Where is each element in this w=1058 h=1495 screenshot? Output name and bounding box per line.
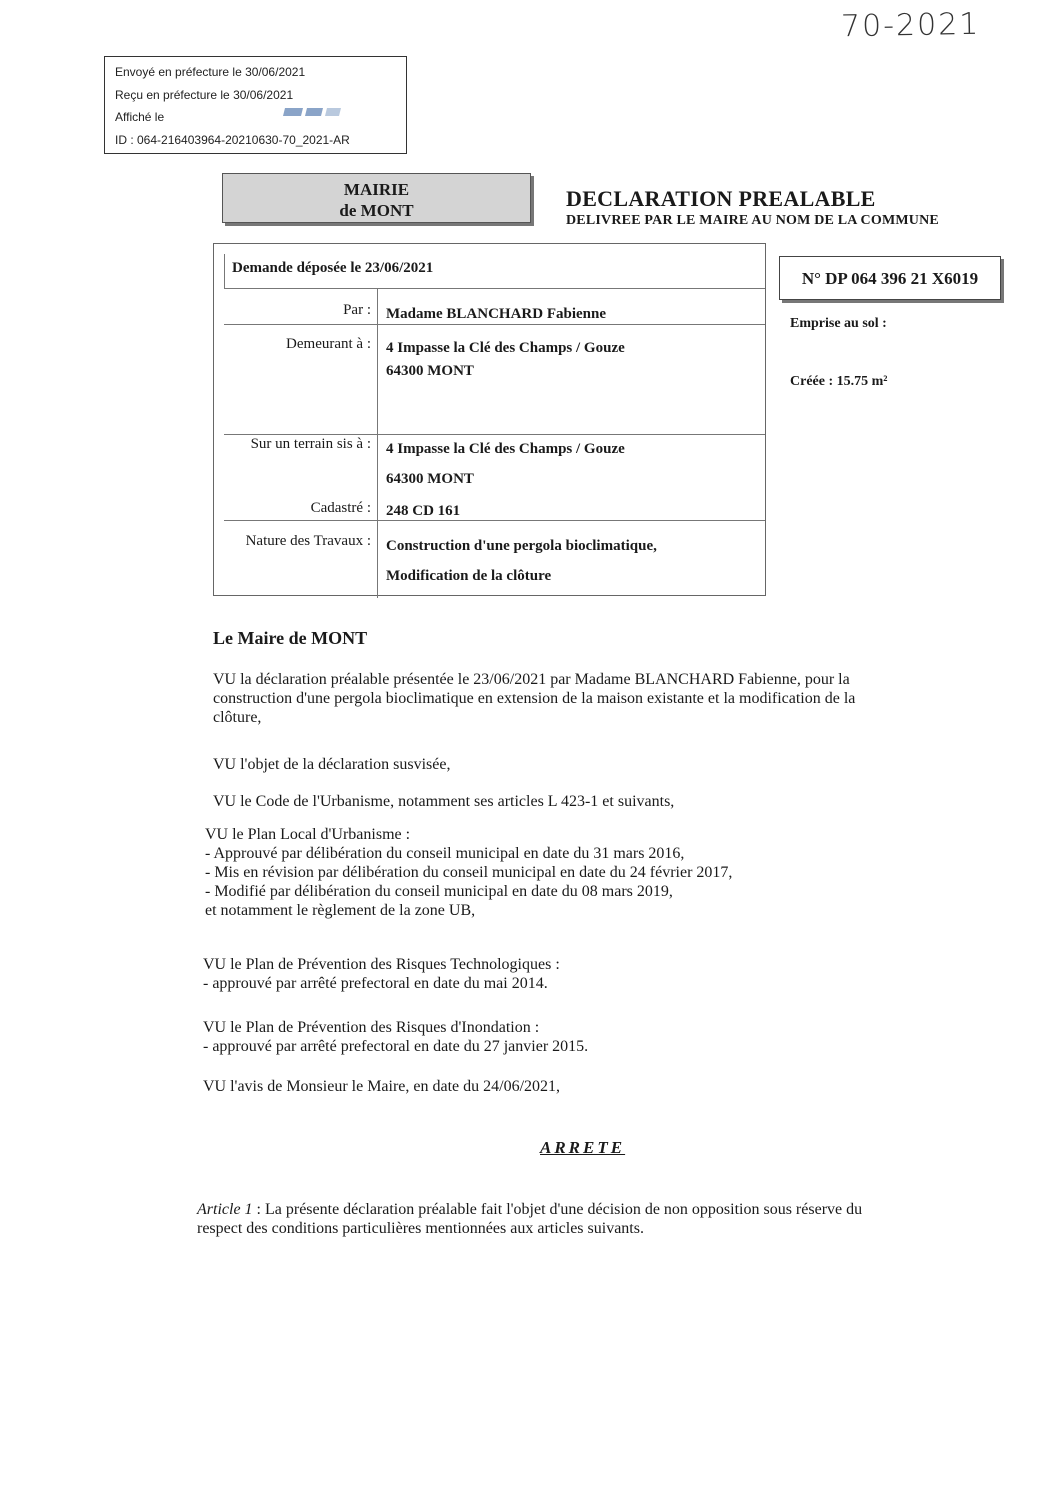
mairie-box bbox=[222, 173, 531, 223]
dossier-number: N° DP 064 396 21 X6019 bbox=[779, 256, 1001, 300]
arrete-heading: ARRETE bbox=[540, 1138, 626, 1157]
demande-date: Demande déposée le 23/06/2021 bbox=[232, 260, 434, 276]
stamp-sent: Envoyé en préfecture le 30/06/2021 bbox=[115, 65, 306, 79]
cadastre-label: Cadastré : bbox=[310, 500, 371, 516]
document-title: DECLARATION PREALABLE bbox=[566, 186, 876, 211]
stamp-posted: Affiché le bbox=[115, 110, 165, 124]
handwritten-reference: 70-2021 bbox=[840, 6, 981, 45]
demeurant-city: 64300 MONT bbox=[386, 363, 474, 379]
terrain-label: Sur un terrain sis à : bbox=[250, 436, 371, 452]
stamp-id: ID : 064-216403964-20210630-70_2021-AR bbox=[115, 133, 350, 147]
stamp-received: Reçu en préfecture le 30/06/2021 bbox=[115, 88, 294, 102]
vu-pprt: VU le Plan de Prévention des Risques Technologiques : - approuvé par arrêté prefectoral en date du mai 2014. bbox=[203, 956, 560, 992]
vu-declaration: VU la déclaration préalable présentée le 23/06/2021 par Madame BLANCHARD Fabienne, pour la construction d'une pergola bioclimatique en extension de la maison existante et la modification de la clôture, bbox=[213, 671, 856, 726]
vu-code-urbanisme: VU le Code de l'Urbanisme, notamment ses articles L 423-1 et suivants, bbox=[213, 793, 675, 810]
demeurant-address: 4 Impasse la Clé des Champs / Gouze bbox=[386, 340, 625, 356]
document-subtitle: DELIVREE PAR LE MAIRE AU NOM DE LA COMMUNE bbox=[566, 213, 939, 228]
terrain-address: 4 Impasse la Clé des Champs / Gouze bbox=[386, 441, 625, 457]
vu-ppri: VU le Plan de Prévention des Risques d'Inondation : - approuvé par arrêté prefectoral en date du 27 janvier 2015. bbox=[203, 1019, 589, 1055]
mairie-line1: MAIRIE bbox=[343, 180, 410, 199]
vu-plu: VU le Plan Local d'Urbanisme : - Approuvé par délibération du conseil municipal en date du 31 mars 2016, - Mis en révision par délibération du conseil municipal en date du 24 février 2017, - Modifié par délibération du conseil municipal en date du 08 mars 2019, et notamment le règlement de la zone UB, bbox=[205, 826, 733, 919]
surface-created: Créée : 15.75 m² bbox=[790, 374, 888, 389]
par-value: Madame BLANCHARD Fabienne bbox=[386, 306, 606, 322]
demeurant-label: Demeurant à : bbox=[286, 336, 371, 352]
prefecture-stamp bbox=[104, 56, 407, 154]
par-label: Par : bbox=[343, 302, 371, 318]
terrain-city: 64300 MONT bbox=[386, 471, 474, 487]
request-info-table bbox=[213, 243, 766, 596]
nature-value-1: Construction d'une pergola bioclimatique, bbox=[386, 538, 657, 554]
nature-label: Nature des Travaux : bbox=[245, 533, 371, 549]
cadastre-value: 248 CD 161 bbox=[386, 503, 461, 519]
maire-heading: Le Maire de MONT bbox=[213, 628, 368, 648]
slo-logo-icon bbox=[283, 107, 343, 117]
vu-avis-maire: VU l'avis de Monsieur le Maire, en date du 24/06/2021, bbox=[203, 1078, 561, 1095]
nature-value-2: Modification de la clôture bbox=[386, 568, 552, 584]
mairie-line2: de MONT bbox=[339, 201, 414, 220]
article-1-label: Article 1 bbox=[197, 1201, 253, 1218]
emprise-label: Emprise au sol : bbox=[790, 316, 887, 331]
vu-objet: VU l'objet de la déclaration susvisée, bbox=[213, 756, 451, 773]
article-1: Article 1 : La présente déclaration préalable fait l'objet d'une décision de non opposition sous réserve du respect des conditions particulières mentionnées aux articles suivants. bbox=[197, 1201, 863, 1237]
